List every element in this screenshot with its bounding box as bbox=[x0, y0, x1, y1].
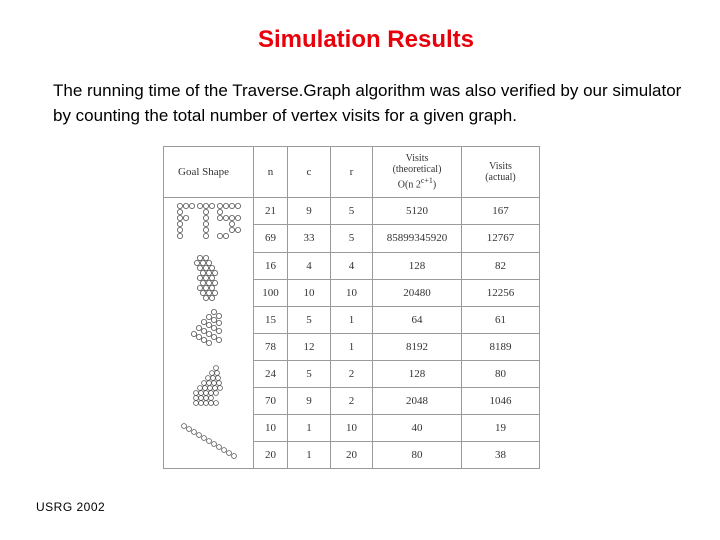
cell-visits-theoretical: 128 bbox=[373, 252, 462, 279]
goal-shape-cell bbox=[164, 198, 254, 253]
column-shape-icon bbox=[164, 252, 253, 306]
cell-c: 10 bbox=[288, 279, 331, 306]
cell-visits-theoretical: 80 bbox=[373, 441, 462, 468]
cell-n: 15 bbox=[254, 306, 288, 333]
cell-n: 20 bbox=[254, 441, 288, 468]
cell-n: 16 bbox=[254, 252, 288, 279]
cell-visits-theoretical: 20480 bbox=[373, 279, 462, 306]
simulation-results-table-figure bbox=[163, 146, 540, 469]
cell-visits-actual: 82 bbox=[462, 252, 540, 279]
slide-footer: USRG 2002 bbox=[36, 500, 106, 514]
table-row bbox=[164, 360, 540, 387]
cell-visits-actual: 167 bbox=[462, 198, 540, 225]
cell-r: 2 bbox=[331, 387, 373, 414]
cell-r: 20 bbox=[331, 441, 373, 468]
header-visits-theoretical-line2: (theoretical) bbox=[392, 164, 442, 176]
goal-shape-cell bbox=[164, 414, 254, 469]
cell-r: 10 bbox=[331, 414, 373, 441]
formula-close: ) bbox=[432, 179, 437, 191]
header-r: r bbox=[331, 147, 373, 198]
letters-shape-icon bbox=[164, 198, 253, 252]
cell-c: 9 bbox=[288, 387, 331, 414]
goal-shape-cell bbox=[164, 252, 254, 306]
slide-title: Simulation Results bbox=[257, 26, 475, 53]
cell-c: 4 bbox=[288, 252, 331, 279]
cell-n: 69 bbox=[254, 225, 288, 252]
formula-base: O(n 2 bbox=[397, 179, 421, 191]
slide-body-text: The running time of the Traverse.Graph algorithm was also verified by our simulator by counting the total number of vertex visits for a given graph. bbox=[53, 81, 682, 125]
cell-c: 1 bbox=[288, 414, 331, 441]
table-row bbox=[164, 198, 540, 225]
cell-visits-theoretical: 8192 bbox=[373, 333, 462, 360]
cell-r: 1 bbox=[331, 333, 373, 360]
cell-r: 5 bbox=[331, 198, 373, 225]
cell-visits-theoretical: 64 bbox=[373, 306, 462, 333]
cell-c: 5 bbox=[288, 360, 331, 387]
header-visits-theoretical-line1: Visits bbox=[405, 153, 429, 165]
diagonal-line-shape-icon bbox=[164, 414, 253, 468]
cell-c: 9 bbox=[288, 198, 331, 225]
header-goal-shape: Goal Shape bbox=[164, 147, 254, 198]
cell-visits-theoretical: 5120 bbox=[373, 198, 462, 225]
cell-visits-actual: 19 bbox=[462, 414, 540, 441]
cell-r: 2 bbox=[331, 360, 373, 387]
cell-n: 10 bbox=[254, 414, 288, 441]
cell-n: 70 bbox=[254, 387, 288, 414]
header-visits-theoretical bbox=[373, 147, 462, 198]
table-row bbox=[164, 414, 540, 441]
cell-r: 10 bbox=[331, 279, 373, 306]
cell-c: 1 bbox=[288, 441, 331, 468]
staircase-shape-icon bbox=[164, 360, 253, 414]
table-row bbox=[164, 252, 540, 279]
cell-n: 100 bbox=[254, 279, 288, 306]
formula-exponent: c+1 bbox=[420, 176, 433, 186]
cell-c: 33 bbox=[288, 225, 331, 252]
goal-shape-cell bbox=[164, 360, 254, 414]
cell-r: 5 bbox=[331, 225, 373, 252]
table-header-row bbox=[164, 147, 540, 198]
header-n: n bbox=[254, 147, 288, 198]
cell-visits-actual: 61 bbox=[462, 306, 540, 333]
cell-visits-actual: 38 bbox=[462, 441, 540, 468]
header-c: c bbox=[288, 147, 331, 198]
cell-visits-actual: 12256 bbox=[462, 279, 540, 306]
cell-n: 78 bbox=[254, 333, 288, 360]
header-visits-actual-line2: (actual) bbox=[485, 172, 516, 183]
table-row bbox=[164, 306, 540, 333]
cell-visits-actual: 12767 bbox=[462, 225, 540, 252]
cell-visits-theoretical: 40 bbox=[373, 414, 462, 441]
simulation-results-table bbox=[163, 146, 540, 469]
cell-c: 12 bbox=[288, 333, 331, 360]
goal-shape-cell bbox=[164, 306, 254, 360]
cell-visits-theoretical: 128 bbox=[373, 360, 462, 387]
cell-visits-theoretical: 85899345920 bbox=[373, 225, 462, 252]
triangle-shape-icon bbox=[164, 306, 253, 360]
cell-visits-actual: 1046 bbox=[462, 387, 540, 414]
cell-visits-theoretical: 2048 bbox=[373, 387, 462, 414]
cell-r: 1 bbox=[331, 306, 373, 333]
cell-c: 5 bbox=[288, 306, 331, 333]
cell-visits-actual: 80 bbox=[462, 360, 540, 387]
header-visits-actual bbox=[462, 147, 540, 198]
header-visits-theoretical-formula bbox=[373, 175, 461, 190]
cell-r: 4 bbox=[331, 252, 373, 279]
cell-visits-actual: 8189 bbox=[462, 333, 540, 360]
header-visits-actual-line1: Visits bbox=[489, 161, 512, 172]
cell-n: 21 bbox=[254, 198, 288, 225]
cell-n: 24 bbox=[254, 360, 288, 387]
